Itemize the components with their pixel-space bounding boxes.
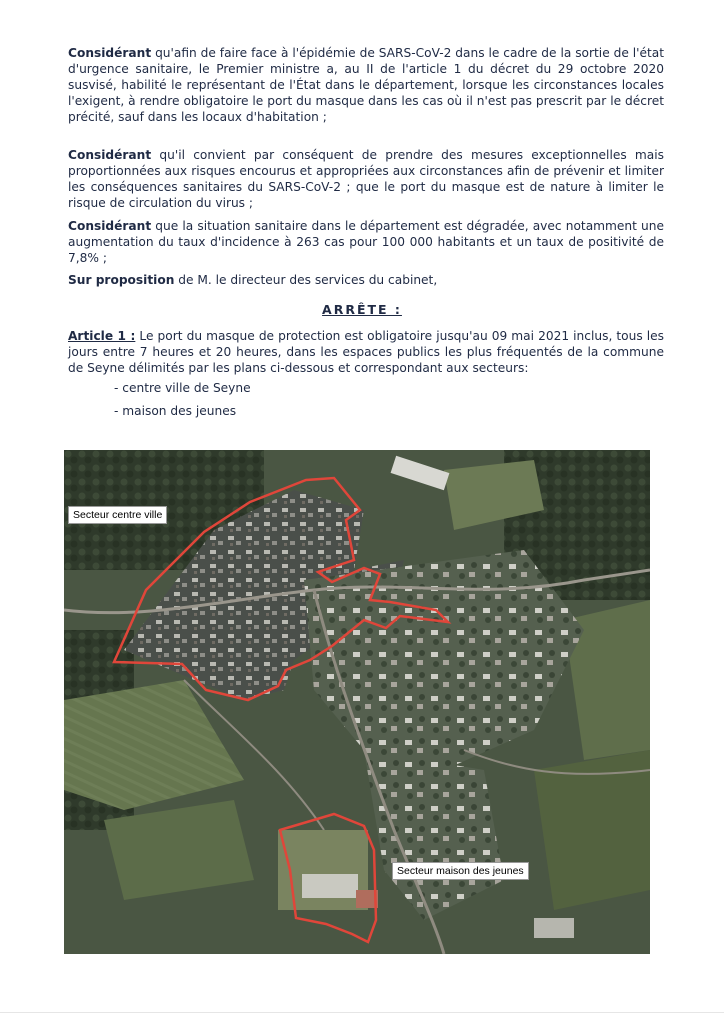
page-bottom-divider (0, 1012, 724, 1013)
aerial-map (64, 450, 650, 954)
sector-item-maison-des-jeunes: - maison des jeunes (114, 404, 237, 418)
article-label: Article 1 : (68, 329, 136, 343)
paragraph-proposition (68, 272, 664, 288)
article-text: Le port du masque de protection est obligatoire jusqu'au 09 mai 2021 inclus, tous les jours entre 7 heures et 20 heures, dans les espaces publics les plus fréquentés de la commune de Seyne délimités par les plans ci-dessous et correspondant aux secteurs: (68, 329, 664, 375)
sector-item-centre-ville: - centre ville de Seyne (114, 381, 251, 395)
paragraph-text: qu'il convient par conséquent de prendre des mesures exceptionnelles mais proportionnées aux risques encourus et appropriées aux circonstances afin de prévenir et limiter les conséquences sanitaires du SARS-CoV-2 ; que le port du masque est de nature à limiter le risque de circulation du virus ; (68, 148, 664, 210)
paragraph-lead: Considérant (68, 148, 152, 162)
paragraph-text: qu'afin de faire face à l'épidémie de SARS-CoV-2 dans le cadre de la sortie de l'état d'urgence sanitaire, le Premier ministre a, au II de l'article 1 du décret du 29 octobre 2020 susvisé, habilité le représentant de l'État dans le département, lorsque les circonstances locales l'exigent, à rendre obligatoire le port du masque dans les cas où il n'est pas prescrit par le décret précité, sauf dans les locaux d'habitation ; (68, 46, 664, 124)
paragraph-text: que la situation sanitaire dans le département est dégradée, avec notamment une augmentation du taux d'incidence à 263 cas pour 100 000 habitants et un taux de positivité de 7,8% ; (68, 219, 664, 265)
paragraph-lead: Considérant (68, 219, 152, 233)
article-1 (68, 328, 664, 376)
paragraph-considerant-2 (68, 147, 664, 211)
paragraph-considerant-3 (68, 218, 664, 266)
paragraph-text: de M. le directeur des services du cabinet, (174, 273, 438, 287)
map-label-centre-ville: Secteur centre ville (68, 506, 167, 524)
paragraph-considerant-1 (68, 45, 664, 125)
map-label-maison-des-jeunes: Secteur maison des jeunes (392, 862, 529, 880)
arrete-heading: ARRÊTE : (322, 302, 402, 317)
aerial-photo (64, 450, 650, 954)
paragraph-lead: Considérant (68, 46, 152, 60)
paragraph-lead: Sur proposition (68, 273, 175, 287)
